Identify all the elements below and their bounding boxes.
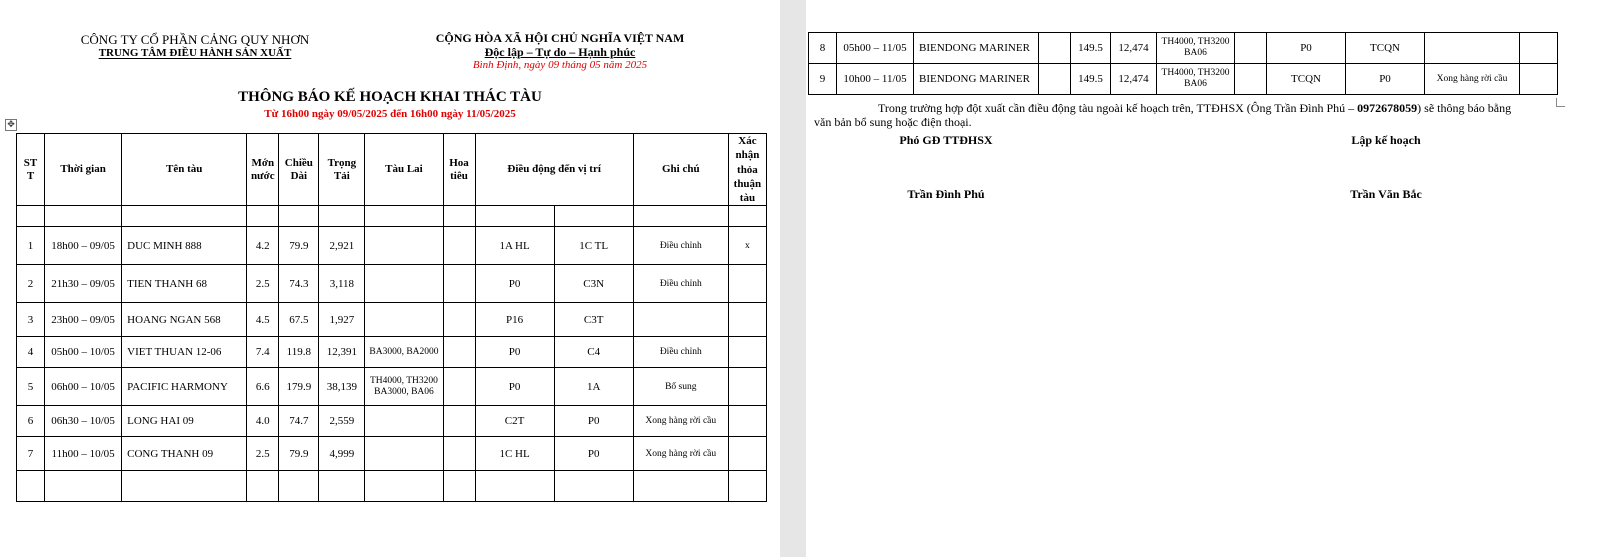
row-draft: 6.6 (247, 368, 279, 406)
row-time: 18h00 – 09/05 (45, 227, 122, 265)
row-tug (365, 303, 443, 337)
col-tug: Tàu Lai (365, 134, 443, 206)
row-length: 79.9 (279, 437, 319, 471)
table-row (809, 33, 1558, 64)
row-confirm (728, 368, 766, 406)
row-pilot (443, 265, 475, 303)
row-tonnage: 38,139 (319, 368, 365, 406)
row-ship-name: BIENDONG MARINER (914, 64, 1039, 95)
motto: Độc lập – Tự do – Hạnh phúc (484, 45, 636, 59)
signature-right-name: Trần Văn Bắc (1350, 187, 1422, 201)
row-note: Xong hàng rời cầu (633, 437, 728, 471)
row-length: 179.9 (279, 368, 319, 406)
table-row (809, 64, 1558, 95)
row-from: 1A HL (475, 227, 554, 265)
row-time: 06h00 – 10/05 (45, 368, 122, 406)
row-time: 10h00 – 11/05 (837, 64, 914, 95)
row-from: P16 (475, 303, 554, 337)
row-tonnage: 2,921 (319, 227, 365, 265)
company-name: CÔNG TY CỔ PHẦN CẢNG QUY NHƠN (80, 32, 310, 47)
row-number: 6 (17, 406, 45, 437)
row-ship-name: HOANG NGAN 568 (122, 303, 247, 337)
row-note: Xong hàng rời cầu (1425, 64, 1520, 95)
row-number: 9 (809, 64, 837, 95)
row-confirm: x (728, 227, 766, 265)
table-row (17, 265, 767, 303)
row-note: Điều chỉnh (633, 227, 728, 265)
place-date: Bình Định, ngày 09 tháng 05 năm 2025 (472, 59, 648, 71)
signature-left-name: Trần Đình Phú (907, 187, 985, 201)
row-from: P0 (475, 265, 554, 303)
row-ship-name: CONG THANH 09 (122, 437, 247, 471)
table-header-row (17, 134, 767, 206)
row-pilot (1235, 33, 1267, 64)
row-ship-name: LONG HAI 09 (122, 406, 247, 437)
row-number: 7 (17, 437, 45, 471)
row-tug: TH4000, TH3200 BA3000, BA06 (365, 368, 443, 406)
row-draft: 4.2 (247, 227, 279, 265)
schedule-table (16, 133, 767, 502)
row-from: C2T (475, 406, 554, 437)
footer-note-line1: Trong trường hợp đột xuất cần điều động tàu ngoài kế hoạch trên, TTĐHSX (Ông Trần Đình Phú – 0972678059) sẽ thông báo bằng (878, 101, 1512, 115)
col-move: Điều động đến vị trí (475, 134, 633, 206)
row-to: TCQN (1346, 33, 1425, 64)
row-from: TCQN (1267, 64, 1346, 95)
row-length: 74.7 (279, 406, 319, 437)
contact-phone: 0972678059 (1357, 101, 1418, 115)
document-period: Từ 16h00 ngày 09/05/2025 đến 16h00 ngày 11/05/2025 (264, 108, 516, 120)
row-ship-name: DUC MINH 888 (122, 227, 247, 265)
row-number: 1 (17, 227, 45, 265)
row-from: P0 (475, 337, 554, 368)
row-to: C3N (554, 265, 633, 303)
row-number: 4 (17, 337, 45, 368)
row-number: 8 (809, 33, 837, 64)
document-title: THÔNG BÁO KẾ HOẠCH KHAI THÁC TÀU (238, 89, 542, 105)
row-pilot (443, 337, 475, 368)
row-number: 2 (17, 265, 45, 303)
row-tug (365, 406, 443, 437)
row-draft: 2.5 (247, 437, 279, 471)
col-stt: ST T (17, 134, 45, 206)
table-row (17, 406, 767, 437)
nation-title: CỘNG HÒA XÃ HỘI CHỦ NGHĨA VIỆT NAM (435, 31, 685, 45)
document-page-1 (0, 0, 780, 557)
table-row (17, 303, 767, 337)
table-move-handle-icon[interactable]: ✥ (5, 119, 17, 131)
signature-right-title: Lập kế hoạch (1351, 133, 1421, 147)
schedule-table-continued (808, 32, 1558, 95)
row-time: 11h00 – 10/05 (45, 437, 122, 471)
table-empty-row (17, 471, 767, 502)
row-draft (1039, 64, 1071, 95)
row-tug: TH4000, TH3200 BA06 (1157, 64, 1235, 95)
row-length: 149.5 (1071, 33, 1111, 64)
row-to: P0 (554, 437, 633, 471)
row-to: P0 (554, 406, 633, 437)
row-to: 1A (554, 368, 633, 406)
row-tonnage: 4,999 (319, 437, 365, 471)
row-draft: 4.0 (247, 406, 279, 437)
row-confirm (728, 303, 766, 337)
row-confirm (728, 265, 766, 303)
row-to: 1C TL (554, 227, 633, 265)
row-from: P0 (475, 368, 554, 406)
row-tug (365, 265, 443, 303)
row-from: 1C HL (475, 437, 554, 471)
row-length: 79.9 (279, 227, 319, 265)
row-pilot (443, 437, 475, 471)
row-tonnage: 12,391 (319, 337, 365, 368)
row-time: 23h00 – 09/05 (45, 303, 122, 337)
row-length: 67.5 (279, 303, 319, 337)
row-time: 05h00 – 10/05 (45, 337, 122, 368)
row-ship-name: TIEN THANH 68 (122, 265, 247, 303)
row-note (633, 303, 728, 337)
row-confirm (1520, 64, 1558, 95)
row-time: 21h30 – 09/05 (45, 265, 122, 303)
row-note (1425, 33, 1520, 64)
col-pilot: Hoa tiêu (443, 134, 475, 206)
page-gutter (780, 0, 806, 557)
row-confirm (728, 437, 766, 471)
col-confirm: Xác nhận thỏa thuận tàu (728, 134, 766, 206)
table-row (17, 337, 767, 368)
col-ship: Tên tàu (122, 134, 247, 206)
row-tug (365, 437, 443, 471)
row-pilot (443, 406, 475, 437)
table-row (17, 227, 767, 265)
footer-note-line2: văn bản bổ sung hoặc điện thoại. (814, 115, 972, 129)
col-tonnage: Trọng Tải (319, 134, 365, 206)
col-time: Thời gian (45, 134, 122, 206)
row-pilot (1235, 64, 1267, 95)
table-resize-handle[interactable] (1556, 98, 1565, 107)
row-confirm (728, 406, 766, 437)
row-length: 119.8 (279, 337, 319, 368)
row-tonnage: 12,474 (1111, 33, 1157, 64)
row-note: Điều chỉnh (633, 337, 728, 368)
row-confirm (728, 337, 766, 368)
row-time: 05h00 – 11/05 (837, 33, 914, 64)
row-note: Xong hàng rời cầu (633, 406, 728, 437)
row-to: C3T (554, 303, 633, 337)
row-pilot (443, 303, 475, 337)
row-ship-name: BIENDONG MARINER (914, 33, 1039, 64)
row-ship-name: PACIFIC HARMONY (122, 368, 247, 406)
row-draft: 4.5 (247, 303, 279, 337)
row-number: 3 (17, 303, 45, 337)
row-to: P0 (1346, 64, 1425, 95)
row-confirm (1520, 33, 1558, 64)
row-tug: TH4000, TH3200 BA06 (1157, 33, 1235, 64)
row-time: 06h30 – 10/05 (45, 406, 122, 437)
signature-left-title: Phó GĐ TTĐHSX (899, 133, 993, 147)
col-length: Chiều Dài (279, 134, 319, 206)
row-draft: 7.4 (247, 337, 279, 368)
table-subheader-row (17, 206, 767, 227)
row-tonnage: 2,559 (319, 406, 365, 437)
table-row (17, 368, 767, 406)
row-length: 74.3 (279, 265, 319, 303)
row-number: 5 (17, 368, 45, 406)
row-pilot (443, 227, 475, 265)
row-tonnage: 3,118 (319, 265, 365, 303)
department-name: TRUNG TÂM ĐIỀU HÀNH SẢN XUẤT (98, 47, 292, 59)
col-note: Ghi chú (633, 134, 728, 206)
row-ship-name: VIET THUAN 12-06 (122, 337, 247, 368)
row-tug (365, 227, 443, 265)
row-pilot (443, 368, 475, 406)
row-tonnage: 1,927 (319, 303, 365, 337)
row-to: C4 (554, 337, 633, 368)
row-note: Bổ sung (633, 368, 728, 406)
row-note: Điều chỉnh (633, 265, 728, 303)
row-tonnage: 12,474 (1111, 64, 1157, 95)
row-length: 149.5 (1071, 64, 1111, 95)
table-row (17, 437, 767, 471)
row-from: P0 (1267, 33, 1346, 64)
document-page-2 (806, 0, 1600, 557)
row-tug: BA3000, BA2000 (365, 337, 443, 368)
row-draft (1039, 33, 1071, 64)
row-draft: 2.5 (247, 265, 279, 303)
col-draft: Mớn nước (247, 134, 279, 206)
